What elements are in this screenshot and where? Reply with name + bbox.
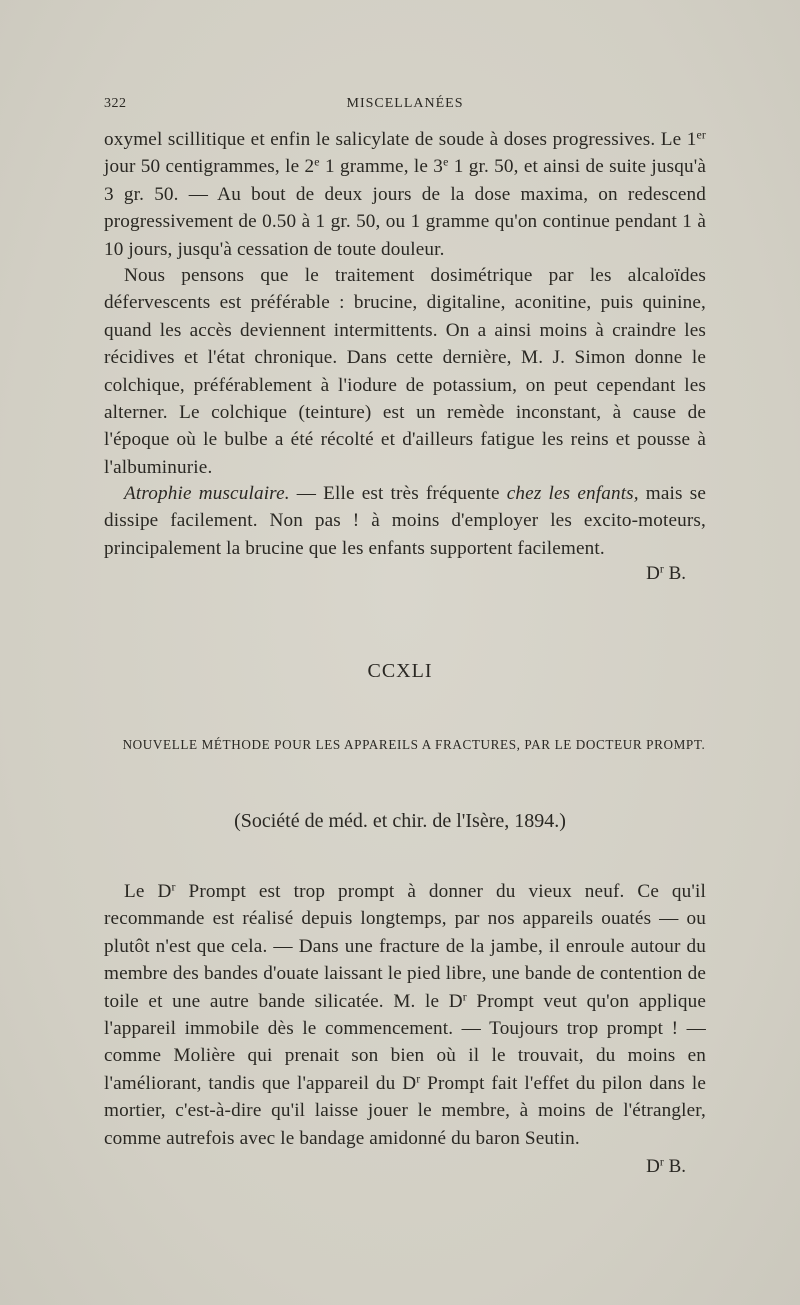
signature [104, 563, 686, 585]
superscript: r [659, 1155, 664, 1169]
section-number: CCXLI [367, 660, 433, 682]
paragraph-prompt [104, 878, 706, 1152]
signature-prefix: D [646, 1156, 660, 1177]
superscript: er [696, 127, 706, 142]
paragraph-text: 1 gr. 50, et ainsi de suite jusqu'à 3 gr. 50. — Au bout de deux jours de la dose maxima, on redescend progressivement de 0.50 à 1 gr. 50, ou 1 gramme qu'on continue pendant 1 à 10 jours, jusqu'à cessation de toute douleur. [104, 156, 706, 260]
paragraph-text: jour 50 centigrammes, le 2 [104, 156, 315, 178]
page-number: 322 [104, 96, 127, 111]
paragraph-text: Le D [124, 881, 172, 902]
paragraph-text: oxymel scillitique et enfin le salicylate de soude à doses progressives. Le 1 [104, 129, 697, 150]
running-title: MISCELLANÉES [346, 96, 464, 111]
superscript: r [171, 879, 176, 894]
paragraph-text: Prompt veut qu'on applique l'appareil immobile dès le commencement. — Toujours trop prompt ! — comme Molière qui prenait son bien où il le trouvait, du moins en l'améliorant, tandis que l'appareil du D [104, 990, 706, 1094]
paragraph-text: Nous pensons que le traitement dosimétrique par les alcaloïdes défervescents est préférable : brucine, digitaline, aconitine, puis quinine, quand les accès deviennent intermittents. On a ainsi moins à craindre les récidives et l'état chronique. Dans cette dernière, M. J. Simon donne le colchique, préférablement à l'iodure de potassium, on peut cependant les alterner. Le colchique (teinture) est un remède inconstant, à cause de l'époque où le bulbe a été récolté et d'ailleurs fatigue les reins et pousse à l'albuminurie. [104, 265, 706, 478]
signature [104, 1156, 686, 1178]
paragraph-atrophy [104, 480, 706, 562]
emphasis-text: chez les enfants, [506, 483, 639, 504]
paragraph-text: — Elle est très fréquente [289, 483, 507, 504]
superscript: e [314, 154, 320, 169]
superscript: r [416, 1071, 421, 1086]
signature-name: B. [663, 1156, 686, 1177]
superscript: r [462, 989, 467, 1004]
paragraph-text: mais se dissipe facilement. Non pas ! à moins d'employer les excito-moteurs, principalement la brucine que les enfants supportent facilement. [104, 483, 706, 559]
source-citation: (Société de méd. et chir. de l'Isère, 1894.) [234, 810, 566, 832]
signature-prefix: D [646, 563, 660, 584]
paragraph-heading: Atrophie musculaire. [124, 483, 290, 504]
paragraph-continued [104, 126, 706, 263]
paragraph-treatment [104, 262, 706, 481]
paragraph-text: 1 gramme, le 3 [319, 156, 444, 178]
paragraph-text: Prompt est trop prompt à donner du vieux neuf. Ce qu'il recommande est réalisé depuis longtemps, par nos appareils ouatés — ou plutôt n'est que cela. — Dans une fracture de la jambe, il enroule autour du membre des bandes d'ouate laissant le pied libre, une bande de contention de toile et une autre bande silicatée. M. le D [104, 881, 706, 1012]
article-title: NOUVELLE MÉTHODE POUR LES APPAREILS A FRACTURES, PAR LE DOCTEUR PROMPT. [122, 737, 706, 752]
superscript: e [443, 154, 449, 169]
paragraph-text: Prompt fait l'effet du pilon dans le mortier, c'est-à-dire qu'il laisse jouer le membre, à moins de l'étrangler, comme autrefois avec le bandage amidonné du baron Seutin. [104, 1072, 706, 1149]
running-head [104, 96, 706, 116]
signature-name: B. [663, 563, 686, 584]
superscript: r [659, 562, 664, 576]
